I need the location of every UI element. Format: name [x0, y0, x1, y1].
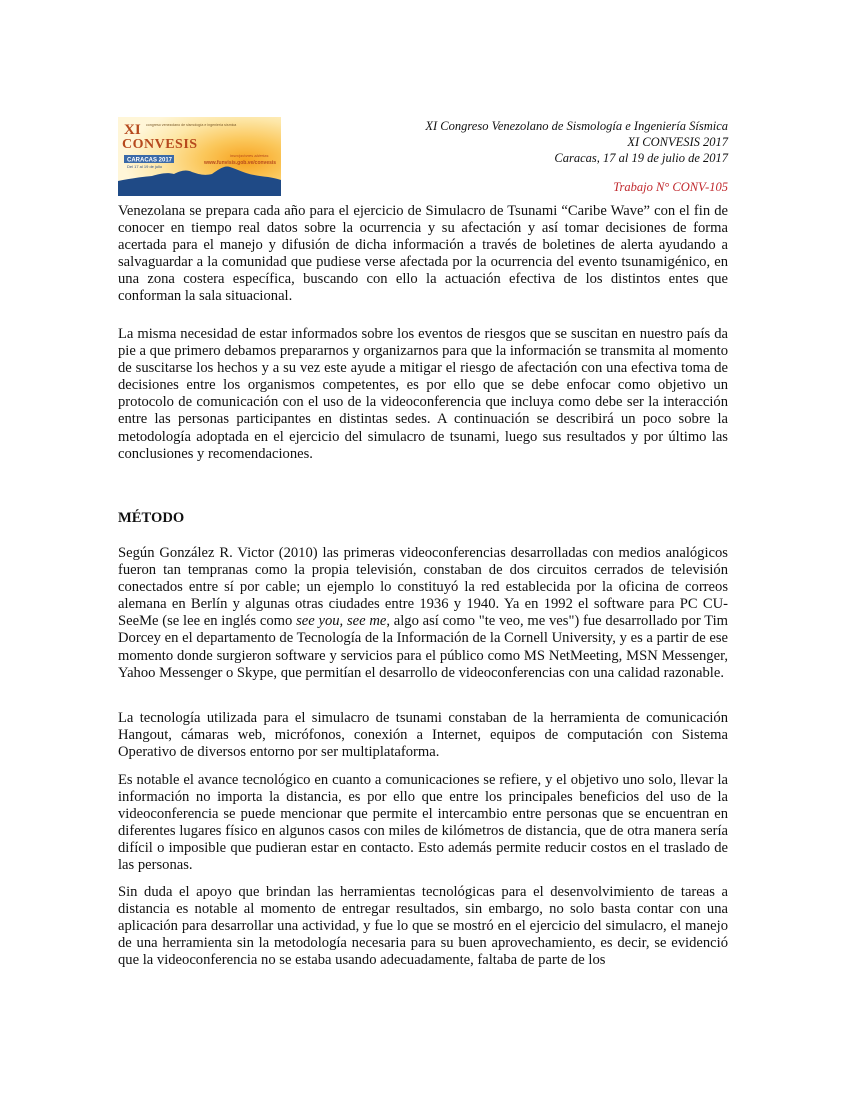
logo-url: www.funvisis.gob.ve/convesis	[204, 160, 277, 166]
paragraph-5	[118, 772, 728, 875]
paragraph-4-text: La tecnología utilizada para el simulacro de tsunami constaban de la herramienta de comunicación Hangout, cámaras web, micrófonos, conexión a Internet, equipos de computación con Sistema Operativo de diversos entorno por ser multiplataforma.	[118, 710, 728, 761]
logo-convesis: CONVESIS	[122, 137, 198, 152]
paragraph-3-text	[118, 545, 728, 682]
header-place-date: Caracas, 17 al 19 de julio de 2017	[554, 151, 728, 165]
header-paper-number: Trabajo N° CONV-105	[613, 180, 728, 194]
paragraph-3-italic: see you, see me	[296, 613, 387, 630]
paragraph-4	[118, 710, 728, 761]
paragraph-5-text: Es notable el avance tecnológico en cuanto a comunicaciones se refiere, y el objetivo uno solo, llevar la información no importa la distancia, es por ello que entre los principales beneficios del uso de la videoconferencia se puede mencionar que permite el intercambio entre personas que se encuentran en diferentes lugares físico en algunos casos con miles de kilómetros de distancia, que de otra manera sería difícil o imposible que pudieran estar en contacto. Esto además permite reducir costos en el traslado de las personas.	[118, 772, 728, 874]
logo-small-text: congreso venezolano de sismología e ingeniería sísmica	[146, 123, 237, 127]
logo-xi: XI	[124, 122, 141, 138]
conference-header	[328, 118, 728, 195]
paragraph-3-part-b: , algo así como "te veo, me ves") fue desarrollado por Tim Dorcey en el departamento de Tecnología de la Información de la Cornell University, y es a partir de ese momento donde surgieron software y servicios para el público como MS NetMeeting, MSN Messenger, Yahoo Messenger o Skype, que permitían el desarrollo de videoconferencias con una calidad razonable.	[118, 613, 729, 681]
paragraph-1-text: Venezolana se prepara cada año para el ejercicio de Simulacro de Tsunami “Caribe Wave” con el fin de conocer en tiempo real datos sobre la ocurrencia y su afectación y así tomar decisiones de forma acertada para el manejo y difusión de dicha información a través de boletines de alerta ayudando a salvaguardar a la comunidad que pudiese verse afectada por la ocurrencia del evento tsunamigénico, en una zona costera específica, buscando con ello la actuación efectiva de los distintos entes que conforman la sala situacional.	[118, 203, 728, 305]
paragraph-3-part-a: Según González R. Victor (2010) las primeras videoconferencias desarrolladas con medios analógicos fueron tan tempranas como la propia televisión, constaban de dos circuitos cerrados de televisión conectados entre sí por cable; un ejemplo lo constituyó la red establecida por la oficina de correos alemana en Berlín y algunas otras ciudades entre 1936 y 1940. Ya en 1992 el software para PC CU-SeeMe (se lee en inglés como	[118, 545, 728, 630]
convesis-logo	[118, 117, 281, 196]
paragraph-2-text: La misma necesidad de estar informados sobre los eventos de riesgos que se suscitan en nuestro país da pie a que primero debamos prepararnos y organizarnos para que la información se transmita al momento de suscitarse los hechos y a su vez este ayude a mitigar el riesgo de afectación con una efectiva toma de decisiones entre los organismos competentes, es por ello que se debe enfocar como objetivo un protocolo de comunicación con el uso de la videoconferencia que incluya como debe ser la interacción entre las personas participantes en distintas sedes. A continuación se describirá un poco sobre la metodología adoptada en el ejercicio del simulacro de tsunami, luego sus resultados y por último las conclusiones y recomendaciones.	[118, 326, 728, 462]
paragraph-6	[118, 884, 728, 969]
section-title: MÉTODO	[118, 510, 185, 526]
paragraph-2	[118, 326, 728, 463]
paragraph-1	[118, 203, 728, 306]
header-congress-name: XI Congreso Venezolano de Sismología e Ingeniería Sísmica	[425, 119, 728, 133]
logo-city: CARACAS 2017	[127, 157, 173, 164]
header-edition: XI CONVESIS 2017	[627, 135, 728, 149]
paragraph-3	[118, 545, 728, 682]
logo-inscripciones: inscripciones abiertas	[230, 153, 269, 158]
paragraph-6-text: Sin duda el apoyo que brindan las herramientas tecnológicas para el desenvolvimiento de tareas a distancia es notable al momento de entregar resultados, sin embargo, no solo basta contar con una aplicación para desarrollar una actividad, y fue lo que se mostró en el ejercicio del simulacro, el manejo de una herramienta sin la metodología necesaria para su buen aprovechamiento, es decir, se evidenció que la videoconferencia no se estaba usando adecuadamente, faltaba de parte de los	[118, 884, 728, 969]
logo-dates: Del 17 al 19 de julio	[127, 164, 163, 169]
logo-graphic	[118, 117, 281, 196]
